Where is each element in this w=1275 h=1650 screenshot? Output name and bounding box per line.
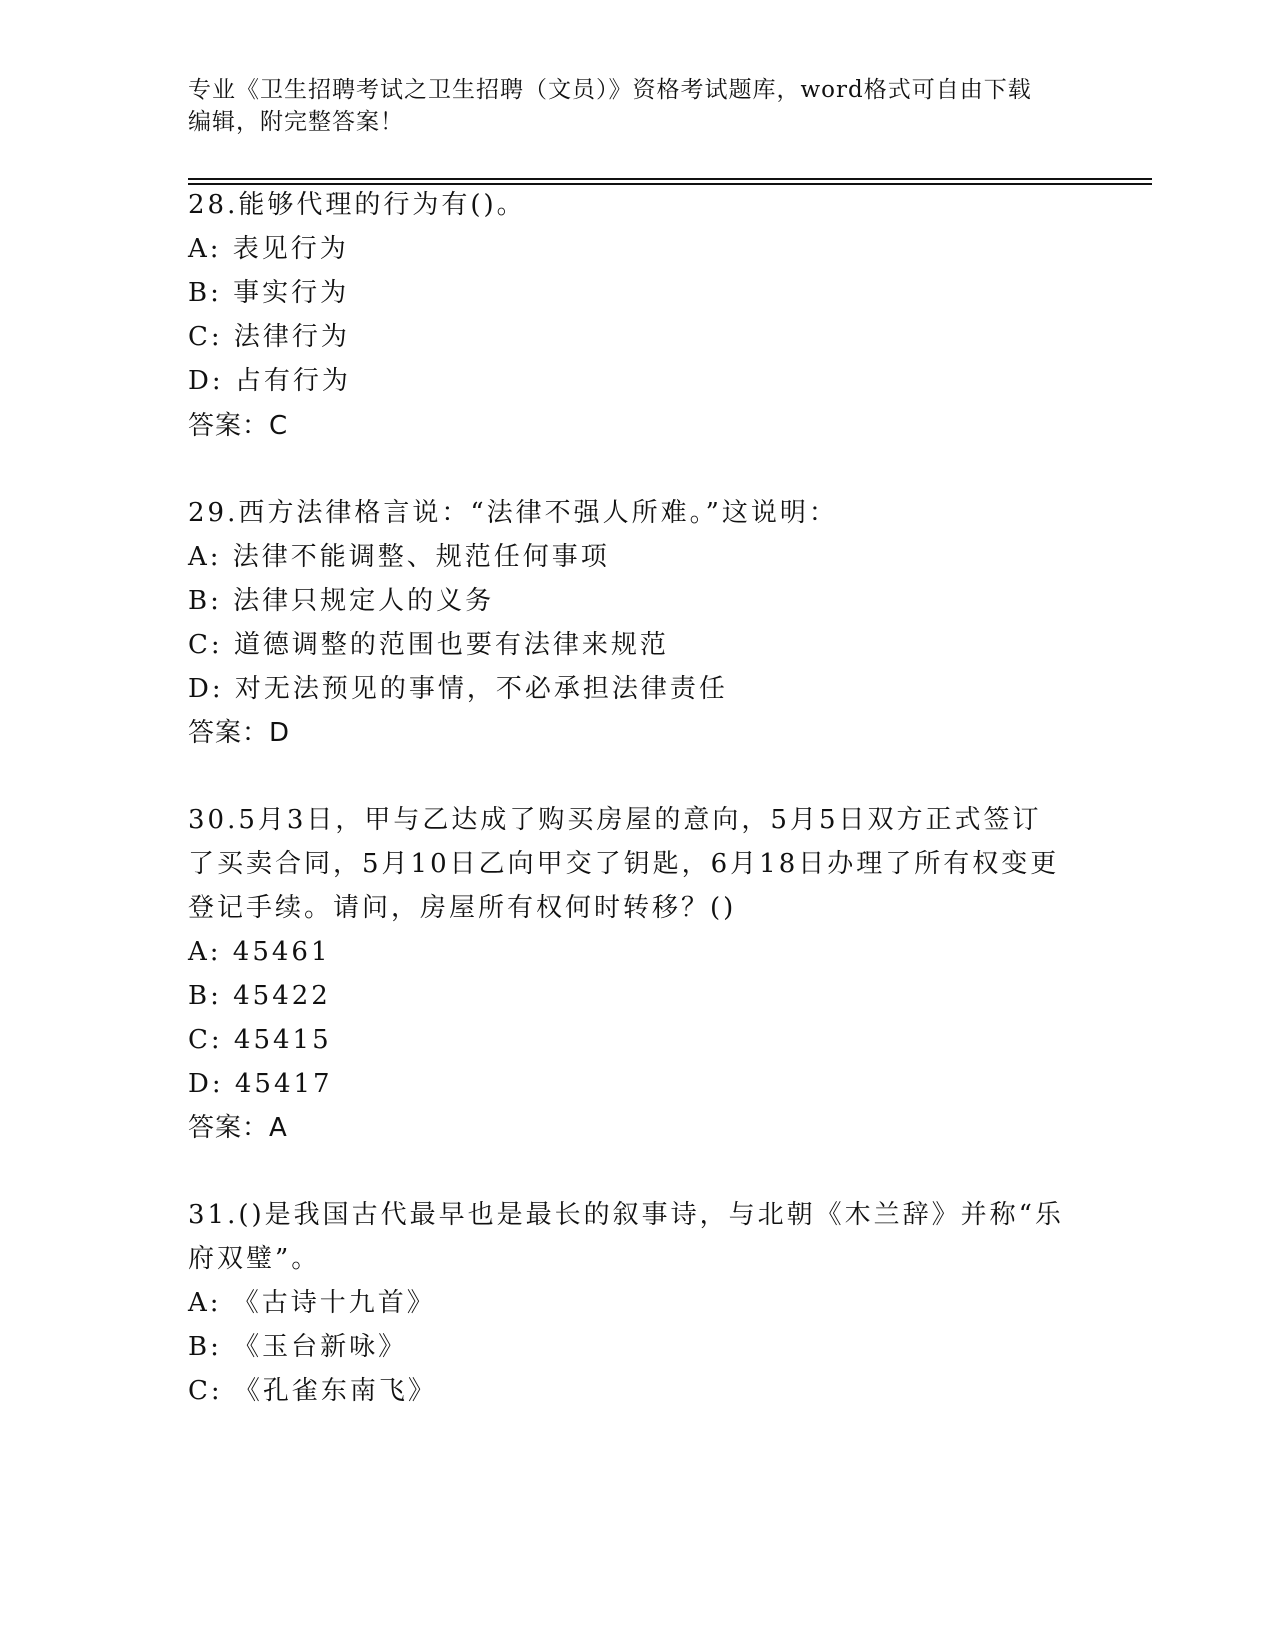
question-28-option-a: A: 表见行为 [188, 234, 349, 264]
question-29-option-a: A: 法律不能调整、规范任何事项 [188, 542, 610, 572]
question-31-option-c: C: 《孔雀东南飞》 [188, 1376, 437, 1406]
question-30-option-a: A: 45461 [188, 937, 331, 967]
question-30-option-b: B: 45422 [188, 981, 331, 1011]
question-29-option-d: D: 对无法预见的事情，不必承担法律责任 [188, 674, 728, 704]
question-30-option-c: C: 45415 [188, 1025, 332, 1055]
question-30-stem-line-1: 30.5月3日，甲与乙达成了购买房屋的意向，5月5日双方正式签订 [188, 805, 1042, 835]
question-30-option-d: D: 45417 [188, 1069, 333, 1099]
question-28-stem: 28.能够代理的行为有()。 [188, 190, 526, 220]
question-28-answer: 答案：C [188, 411, 289, 441]
question-29-option-b: B: 法律只规定人的义务 [188, 586, 495, 616]
header-line-1: 专业《卫生招聘考试之卫生招聘（文员）》资格考试题库，word格式可自由下载 [188, 77, 1032, 103]
question-31-stem-line-1: 31.()是我国古代最早也是最长的叙事诗，与北朝《木兰辞》并称“乐 [188, 1200, 1064, 1230]
document-header [188, 74, 1088, 138]
question-30-stem-line-3: 登记手续。请问，房屋所有权何时转移？() [188, 893, 737, 923]
question-29-answer: 答案：D [188, 718, 291, 748]
question-30-stem-line-2: 了买卖合同，5月10日乙向甲交了钥匙，6月18日办理了所有权变更 [188, 849, 1060, 879]
question-29-option-c: C: 道德调整的范围也要有法律来规范 [188, 630, 669, 660]
question-31-stem-line-2: 府双璧”。 [188, 1244, 321, 1274]
question-28-option-b: B: 事实行为 [188, 278, 350, 308]
question-28-option-c: C: 法律行为 [188, 322, 350, 352]
header-divider-top [188, 178, 1152, 180]
question-30-answer: 答案：A [188, 1113, 288, 1143]
header-divider-bottom [188, 183, 1152, 185]
question-31-option-a: A: 《古诗十九首》 [188, 1288, 436, 1318]
header-line-2: 编辑，附完整答案！ [188, 109, 404, 135]
question-31-option-b: B: 《玉台新咏》 [188, 1332, 408, 1362]
question-29-stem: 29.西方法律格言说：“法律不强人所难。”这说明： [188, 498, 838, 528]
question-28-option-d: D: 占有行为 [188, 366, 351, 396]
